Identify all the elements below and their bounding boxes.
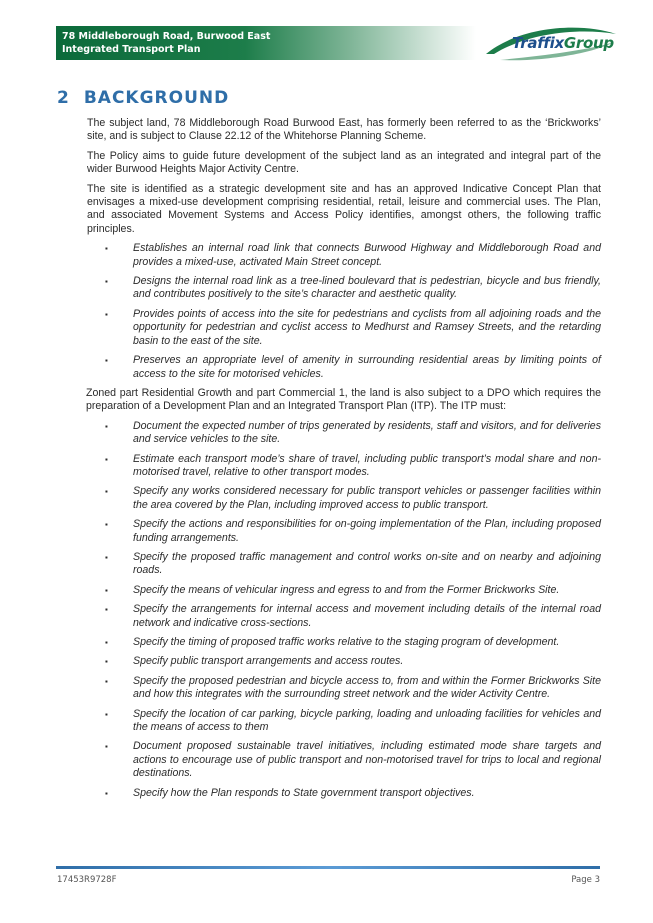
bullet-icon: ▪ (105, 356, 108, 366)
itp-requirement-item-text: Document the expected number of trips generated by residents, staff and visitors, and for deliveries and service vehicles to the site. (133, 419, 601, 446)
principle-item-text: Preserves an appropriate level of amenity in surrounding residential areas by limiting points of access to the site for motorised vehicles. (133, 354, 601, 380)
document-title-line2: Integrated Transport Plan (62, 44, 201, 55)
itp-requirement-item (87, 740, 601, 780)
itp-requirement-item-text: Specify the proposed traffic management and control works on-site and on nearby and adjoining roads. (133, 550, 601, 577)
itp-requirement-item-text: Document proposed sustainable travel initiatives, including estimated mode share targets and actions to encourage use of public transport and non-motorised travel for trips to local and regional destinations. (133, 740, 601, 780)
itp-requirement-item (87, 518, 601, 545)
bullet-icon: ▪ (105, 520, 108, 530)
itp-requirement-item (87, 420, 601, 447)
bullet-icon: ▪ (105, 638, 108, 647)
principle-item (87, 242, 601, 269)
itp-requirements-list (87, 420, 601, 800)
paragraph-strategic-site: The site is identified as a strategic development site and has an approved Indicative Concept Plan that envisages a mixed-use development comprising residential, retail, leisure and commercial uses. The Plan, and associated Movement Systems and Access Policy identifies, amongst others, the following traffic principles. (87, 182, 601, 235)
page-number: Page 3 (571, 875, 600, 885)
document-title-line1: 78 Middleborough Road, Burwood East (62, 31, 271, 42)
itp-requirement-item-text: Specify the timing of proposed traffic works relative to the staging program of development. (133, 636, 560, 648)
footer-rule (56, 866, 600, 869)
traffic-principles-list (87, 242, 601, 381)
bullet-icon: ▪ (105, 421, 108, 431)
paragraph-zoning: Zoned part Residential Growth and part Commercial 1, the land is also subject to a DPO which requires the preparation of a Development Plan and an Integrated Transport Plan (ITP). The ITP must: (86, 386, 601, 413)
paragraph-policy: The Policy aims to guide future development of the subject land as an integrated and integral part of the wider Burwood Heights Major Activity Centre. (87, 149, 601, 176)
itp-requirement-item (87, 603, 601, 630)
principle-item-text: Designs the internal road link as a tree-lined boulevard that is pedestrian, bicycle and bus friendly, and contributes positively to the site’s character and aesthetic quality. (133, 275, 601, 301)
document-reference: 17453R9728F (57, 875, 117, 885)
principle-item (87, 308, 601, 348)
section-heading (57, 88, 229, 108)
bullet-icon: ▪ (105, 585, 108, 595)
itp-requirement-item-text: Specify public transport arrangements and access routes. (133, 655, 404, 668)
itp-requirement-item (87, 636, 601, 649)
itp-requirement-item (87, 485, 601, 512)
document-title (62, 30, 270, 56)
logo-wordmark-group: Group (563, 34, 614, 52)
itp-requirement-item (87, 708, 601, 735)
logo-wordmark-traffix: Traffix (512, 34, 564, 52)
itp-requirement-item-text: Specify the location of car parking, bicycle parking, loading and unloading facilities for vehicles and the means of access to them (133, 707, 601, 734)
bullet-icon: ▪ (105, 487, 108, 497)
itp-requirement-item-text: Specify how the Plan responds to State government transport objectives. (133, 786, 475, 799)
bullet-icon: ▪ (105, 709, 108, 719)
itp-requirement-item-text: Specify the means of vehicular ingress and egress to and from the Former Brickworks Site. (133, 583, 560, 596)
bullet-icon: ▪ (105, 788, 108, 798)
bullet-icon: ▪ (105, 454, 108, 464)
bullet-icon: ▪ (105, 244, 108, 254)
itp-requirement-item (87, 584, 601, 597)
itp-requirement-item-text: Specify the proposed pedestrian and bicycle access to, from and within the Former Brickworks Site and how this integrates with the surrounding street network and the wider Activity Centre. (133, 674, 601, 701)
bullet-icon: ▪ (105, 605, 108, 615)
section-number: 2 (57, 88, 70, 108)
bullet-icon: ▪ (105, 657, 108, 667)
principle-item (87, 275, 601, 302)
principle-item-text: Provides points of access into the site for pedestrians and cyclists from all adjoining roads and the opportunity for pedestrian and cyclist access to Medhurst and Ramsey Streets, and the retarding basin to the east of the site. (133, 307, 601, 347)
itp-requirement-item-text: Estimate each transport mode’s share of travel, including public transport’s modal share and non-motorised travel, relative to other transport modes. (133, 452, 601, 478)
itp-requirement-item (87, 787, 601, 800)
itp-requirement-item-text: Specify the actions and responsibilities for on-going implementation of the Plan, including proposed funding arrangements. (133, 518, 601, 544)
itp-requirement-item (87, 551, 601, 578)
itp-requirement-item-text: Specify the arrangements for internal access and movement including details of the internal road network and indicative cross-sections. (133, 603, 601, 629)
bullet-icon: ▪ (105, 742, 108, 752)
section-title: BACKGROUND (83, 88, 230, 108)
bullet-icon: ▪ (105, 309, 108, 319)
body-content (87, 117, 601, 806)
bullet-icon: ▪ (105, 277, 108, 287)
principle-item-text: Establishes an internal road link that connects Burwood Highway and Middleborough Road and provides a mixed-use, activated Main Street concept. (133, 242, 601, 268)
itp-requirement-item (87, 655, 601, 668)
itp-requirement-item (87, 675, 601, 702)
paragraph-subject-land: The subject land, 78 Middleborough Road Burwood East, has formerly been referred to as the ‘Brickworks’ site, and is subject to Clause 22.12 of the Whitehorse Planning Scheme. (87, 117, 601, 143)
bullet-icon: ▪ (105, 676, 108, 686)
principle-item (87, 354, 601, 381)
itp-requirement-item-text: Specify any works considered necessary for public transport vehicles or passenger facilities within the area covered by the Plan, including improved access to public transport. (133, 485, 601, 511)
bullet-icon: ▪ (105, 552, 108, 562)
logo-wordmark (512, 34, 614, 52)
itp-requirement-item (87, 453, 601, 480)
